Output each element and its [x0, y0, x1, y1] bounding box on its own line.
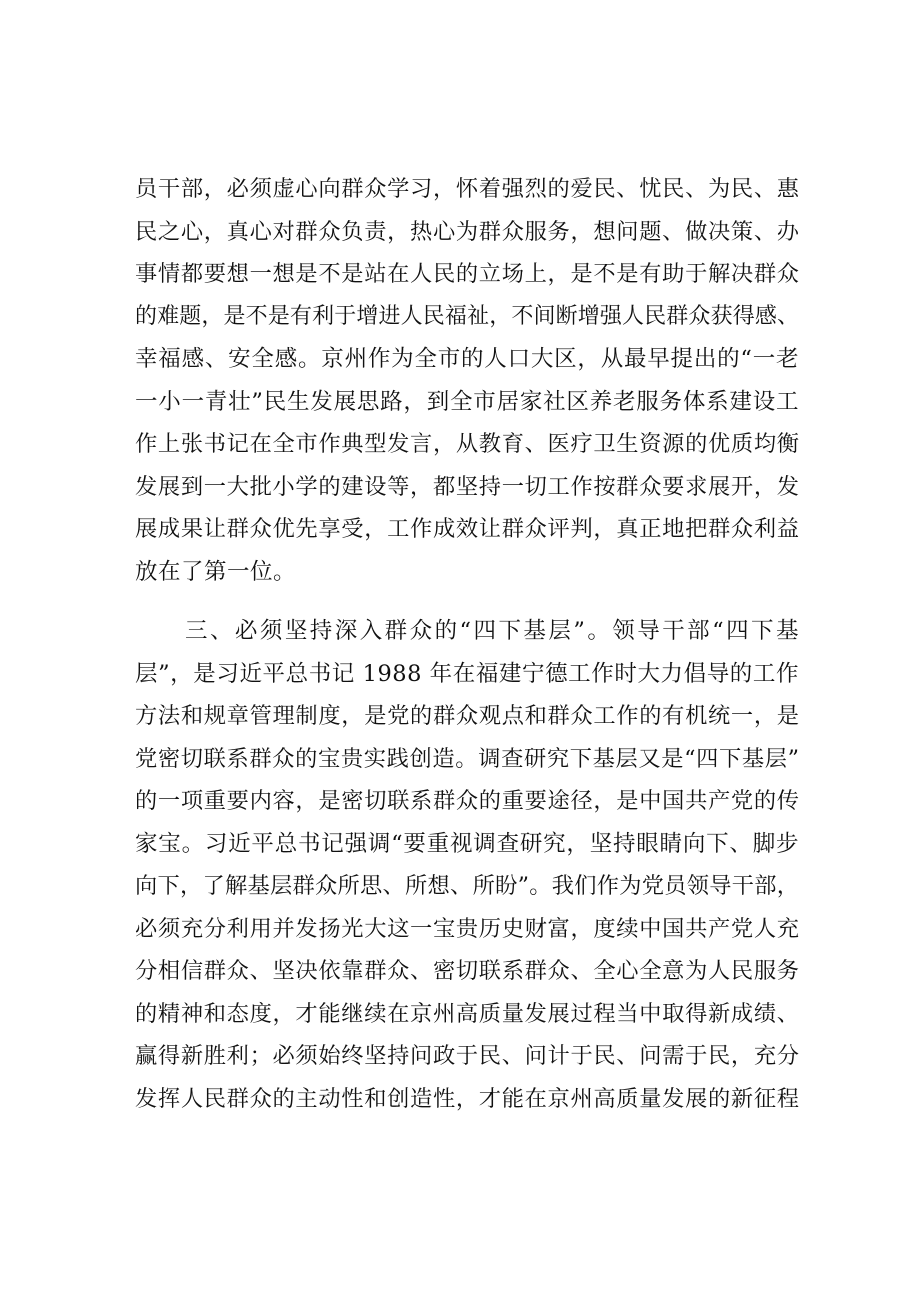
paragraph-1-line: 展成果让群众优先享受，工作成效让群众评判，真正地把群众利益 [135, 516, 799, 542]
paragraph-2 [135, 610, 799, 1120]
paragraph-1-line: 一小一青壮”民生发展思路，到全市居家社区养老服务体系建设工 [135, 388, 799, 415]
paragraph-2-line: 向下，了解基层群众所思、所想、所盼”。我们作为党员领导干部， [135, 873, 799, 899]
paragraph-2-line: 发挥人民群众的主动性和创造性，才能在京州高质量发展的新征程 [135, 1085, 799, 1112]
paragraph-1 [135, 168, 799, 593]
paragraph-2-line: 层”，是习近平总书记 1988 年在福建宁德工作时大力倡导的工作 [135, 660, 799, 687]
paragraph-2-line: 党密切联系群众的宝贵实践创造。调查研究下基层又是“四下基层” [135, 745, 799, 772]
paragraph-2-line: 赢得新胜利；必须始终坚持问政于民、问计于民、问需于民，充分 [135, 1043, 799, 1069]
paragraph-1-line: 发展到一大批小学的建设等，都坚持一切工作按群众要求展开，发 [135, 473, 799, 500]
paragraph-1-line: 员干部，必须虚心向群众学习，怀着强烈的爱民、忧民、为民、惠 [135, 176, 799, 202]
paragraph-2-line: 的精神和态度，才能继续在京州高质量发展过程当中取得新成绩、 [135, 1000, 799, 1027]
paragraph-1-line: 事情都要想一想是不是站在人民的立场上，是不是有助于解决群众 [135, 261, 799, 287]
paragraph-2-line: 的一项重要内容，是密切联系群众的重要途径，是中国共产党的传 [135, 788, 799, 814]
paragraph-2-line: 三、必须坚持深入群众的“四下基层”。领导干部“四下基 [185, 618, 799, 644]
paragraph-1-line: 作上张书记在全市作典型发言，从教育、医疗卫生资源的优质均衡 [135, 431, 799, 457]
paragraph-1-line: 放在了第一位。 [135, 558, 297, 585]
paragraph-2-line: 分相信群众、坚决依靠群众、密切联系群众、全心全意为人民服务 [135, 958, 799, 984]
document-body [135, 168, 799, 1120]
paragraph-2-line: 方法和规章管理制度，是党的群众观点和群众工作的有机统一，是 [135, 703, 799, 729]
paragraph-2-line: 必须充分利用并发扬光大这一宝贵历史财富，度续中国共产党人充 [135, 915, 799, 942]
paragraph-2-line: 家宝。习近平总书记强调“要重视调查研究，坚持眼睛向下、脚步 [135, 830, 799, 857]
paragraph-1-line: 的难题，是不是有利于增进人民福祉，不间断增强人民群众获得感、 [135, 303, 799, 329]
paragraph-1-line: 幸福感、安全感。京州作为全市的人口大区，从最早提出的“一老 [135, 346, 799, 372]
paragraph-1-line: 民之心，真心对群众负责，热心为群众服务，想问题、做决策、办 [135, 218, 799, 245]
